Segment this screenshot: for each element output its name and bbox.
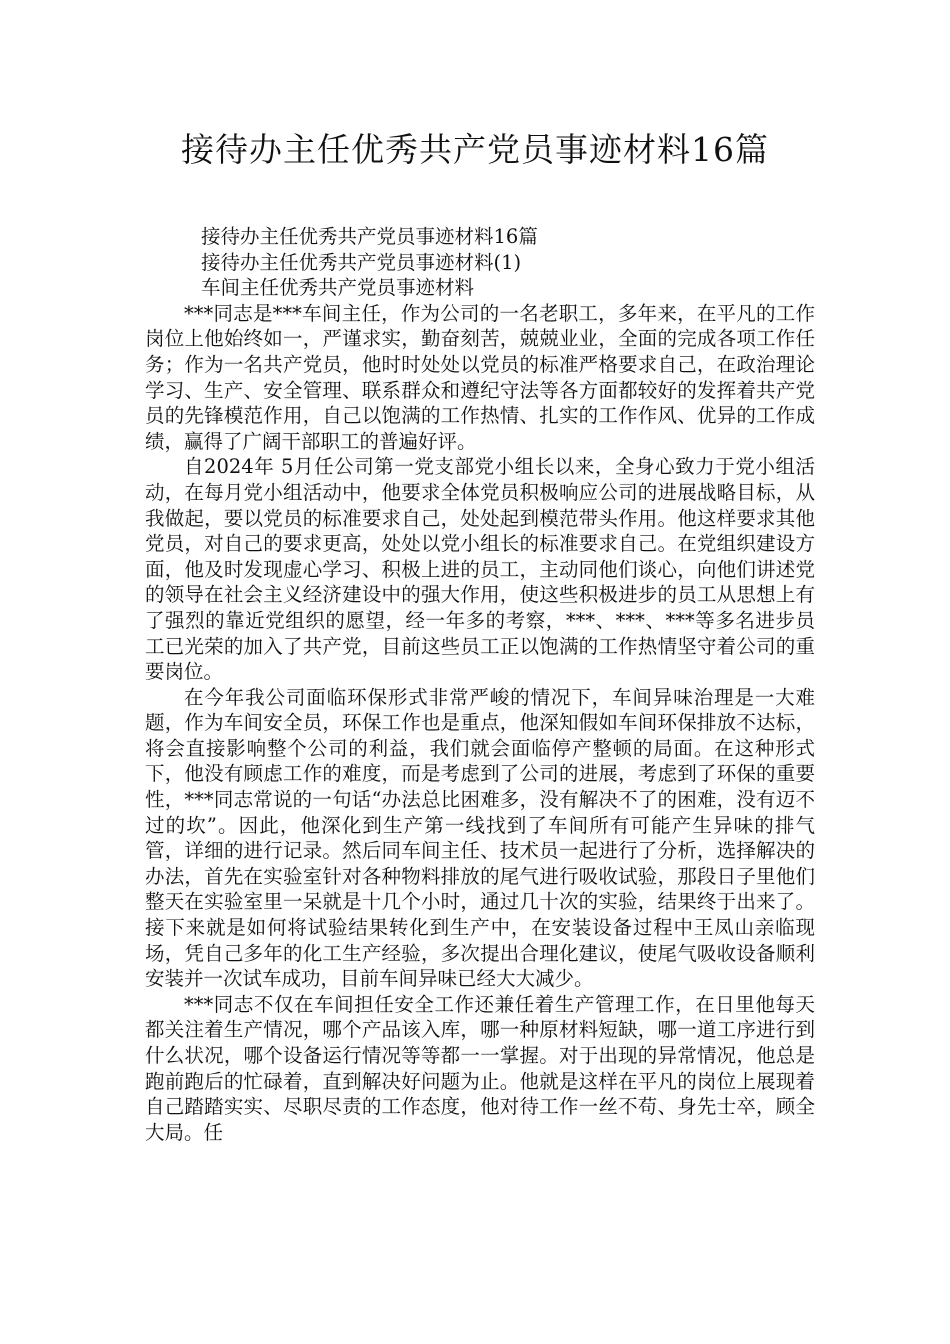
paragraph: ***同志不仅在车间担任安全工作还兼任着生产管理工作，在日里他每天都关注着生产情况，哪个产品该入库，哪一种原材料短缺，哪一道工序进行到什么状况，哪个设备运行情况等等都一一掌握。对于出现的异常情况，他总是跑前跑后的忙碌着，直到解决好问题为止。他就是这样在平凡的岗位上展现着自己踏踏实实、尽职尽责的工作态度，他对待工作一丝不苟、身先士卒，顾全大局。任 (145, 992, 815, 1144)
paragraph: ***同志是***车间主任，作为公司的一名老职工，多年来，在平凡的工作岗位上他始终如一，严谨求实，勤奋刻苦，兢兢业业，全面的完成各项工作任务；作为一名共产党员，他时时处处以党员的标准严格要求自己，在政治理论学习、生产、安全管理、联系群众和遵纪守法等各方面都较好的发挥着共产党员的先锋模范作用，自己以饱满的工作热情、扎实的工作作风、优异的工作成绩，赢得了广阔干部职工的普遍好评。 (145, 301, 815, 453)
document-title: 接待办主任优秀共产党员事迹材料16篇 (181, 130, 769, 169)
paragraph: 自2024年 5月任公司第一党支部党小组长以来，全身心致力于党小组活动，在每月党小组活动中，他要求全体党员积极响应公司的进展战略目标，从我做起，要以党员的标准要求自己，处处起到模范带头作用。他这样要求其他党员，对自己的要求更高，处处以党小组长的标准要求自己。在党组织建设方面，他及时发现虚心学习、积极上进的员工，主动同他们谈心，向他们讲述党的领导在社会主义经济建设中的强大作用，使这些积极进步的员工从思想上有了强烈的靠近党组织的愿望，经一年多的考察，***、***、***等多名进步员工已光荣的加入了共产党，目前这些员工正以饱满的工作热情坚守着公司的重要岗位。 (145, 455, 815, 684)
document-body (145, 224, 815, 1145)
paragraph: 在今年我公司面临环保形式非常严峻的情况下，车间异味治理是一大难题，作为车间安全员，环保工作也是重点，他深知假如车间环保排放不达标，将会直接影响整个公司的利益，我们就会面临停产整顿的局面。在这种形式下，他没有顾虑工作的难度，而是考虑到了公司的进展，考虑到了环保的重要性，***同志常说的一句话“办法总比困难多，没有解决不了的困难，没有迈不过的坎”。因此，他深化到生产第一线找到了车间所有可能产生异味的排气管，详细的进行记录。然后同车间主任、技术员一起进行了分析，选择解决的办法，首先在实验室针对各种物料排放的尾气进行吸收试验，那段日子里他们整天在实验室里一呆就是十几个小时，通过几十次的实验，结果终于出来了。接下来就是如何将试验结果转化到生产中，在安装设备过程中王凤山亲临现场，凭自己多年的化工生产经验，多次提出合理化建议，使尾气吸收设备顺利安装并一次试车成功，目前车间异味已经大大减少。 (145, 685, 815, 991)
heading-line: 接待办主任优秀共产党员事迹材料(1) (201, 250, 522, 274)
heading-line: 车间主任优秀共产党员事迹材料 (201, 276, 475, 300)
heading-line: 接待办主任优秀共产党员事迹材料16篇 (201, 225, 538, 248)
